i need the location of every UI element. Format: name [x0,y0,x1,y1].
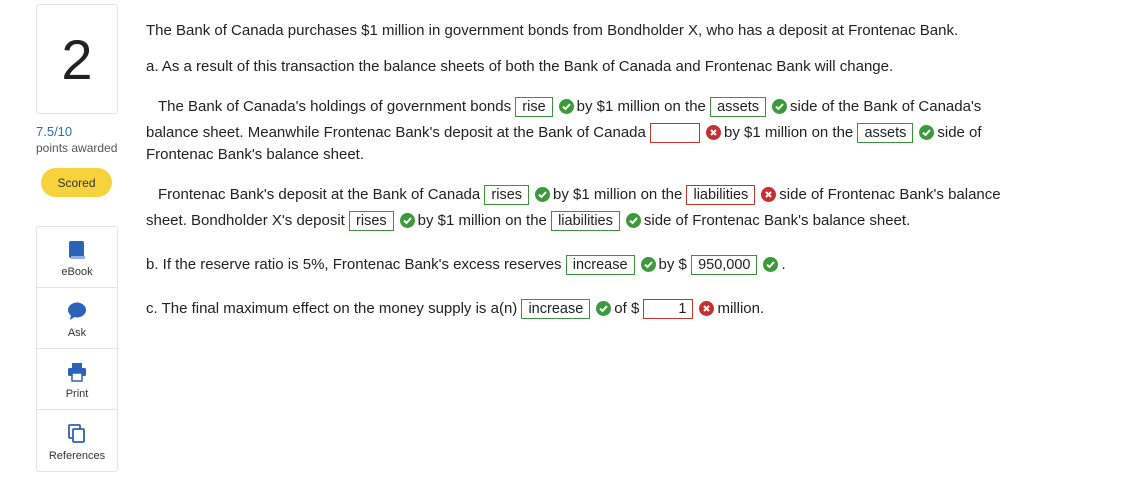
text-fragment: by $1 million on the [417,212,547,229]
correct-icon [559,99,574,114]
chat-bubble-icon [67,301,87,321]
print-button[interactable] [37,349,117,410]
printer-icon [67,362,87,382]
text-fragment: b. If the reserve ratio is 5%, Frontenac Bank's excess reserves [146,256,562,273]
text-fragment: side of [937,124,982,141]
part-c-line [146,299,764,319]
status-badge: Scored [41,168,112,197]
answer-box-bonds-side[interactable]: assets [710,97,766,117]
text-fragment: balance sheet. Meanwhile Frontenac Bank's deposit at the Bank of Canada [146,124,646,141]
text-fragment: by $ [658,256,687,273]
text-fragment: The Bank of Canada's holdings of government bonds [158,98,512,115]
text-fragment: c. The final maximum effect on the money supply is a(n) [146,300,518,317]
answer-box-frontenac-deposit[interactable]: rises [484,185,529,205]
print-label: Print [65,388,89,400]
answer-box-money-amount[interactable]: 1 [643,299,693,319]
part-b-line [146,255,786,275]
ask-button[interactable] [37,288,117,349]
text-fragment: by $1 million on the [553,186,683,203]
correct-icon [641,257,656,272]
ask-label: Ask [67,327,87,339]
incorrect-icon [761,187,776,202]
part-a-line-3: Frontenac Bank's balance sheet. [146,146,364,163]
text-fragment: . [781,256,786,273]
references-label: References [48,450,106,462]
part-a-line-1 [158,97,981,117]
correct-icon [400,213,415,228]
text-fragment: by $1 million on the [724,124,854,141]
correct-icon [919,125,934,140]
correct-icon [596,301,611,316]
answer-box-excess-amount[interactable]: 950,000 [691,255,757,275]
incorrect-icon [699,301,714,316]
part-a-line-4 [158,185,1001,205]
answer-box-bonds[interactable]: rise [515,97,552,117]
answer-box-deposit-side[interactable]: assets [857,123,913,143]
answer-box-deposit[interactable] [650,123,700,143]
part-a-line-5 [146,211,910,231]
text-fragment: million. [717,300,765,317]
answer-box-bondholder[interactable]: rises [349,211,394,231]
text-fragment: by $1 million on the [576,98,706,115]
ebook-button[interactable] [37,227,117,288]
text-fragment: of $ [614,300,640,317]
text-fragment: side of the Bank of Canada's [789,98,982,115]
correct-icon [763,257,778,272]
references-icon [68,424,86,444]
text-fragment: Frontenac Bank's deposit at the Bank of Canada [158,186,481,203]
score-label: points awarded [36,141,118,155]
text-fragment: side of Frontenac Bank's balance [779,186,1001,203]
correct-icon [535,187,550,202]
score-value: 7.5/10 [36,124,73,139]
points-panel [36,124,126,155]
references-button[interactable] [37,410,117,471]
incorrect-icon [706,125,721,140]
answer-box-money-supply[interactable]: increase [521,299,590,319]
answer-box-excess-reserves[interactable]: increase [566,255,635,275]
part-a-line-2 [146,123,982,143]
book-icon [68,240,86,260]
ebook-label: eBook [61,266,93,278]
text-fragment: sheet. Bondholder X's deposit [146,212,345,229]
correct-icon [626,213,641,228]
text-fragment: side of Frontenac Bank's balance sheet. [643,212,911,229]
part-a-prompt: a. As a result of this transaction the balance sheets of both the Bank of Canada and Frontenac Bank will change. [146,58,894,75]
correct-icon [772,99,787,114]
tools-panel [36,226,118,472]
question-number: 2 [36,4,118,114]
intro-text: The Bank of Canada purchases $1 million in government bonds from Bondholder X, who has a deposit at Frontenac Bank. [146,22,959,39]
answer-box-bondholder-side[interactable]: liabilities [551,211,620,231]
answer-box-frontenac-side[interactable]: liabilities [686,185,755,205]
